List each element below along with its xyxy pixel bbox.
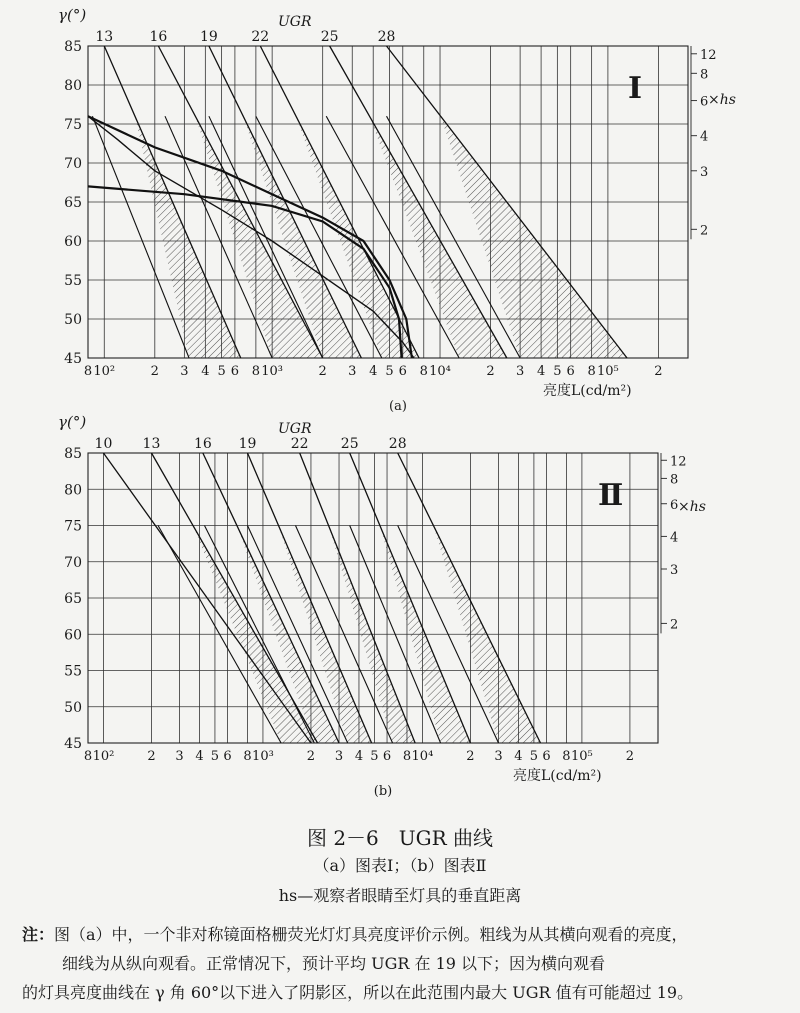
x-tick-8: 10³ bbox=[252, 749, 274, 764]
x-tick-18: 4 bbox=[536, 364, 546, 379]
y-tick-55: 55 bbox=[64, 663, 82, 680]
x-tick-12: 5 bbox=[370, 749, 379, 764]
x-tick-18: 4 bbox=[514, 749, 523, 764]
ugr-label-19: 19 bbox=[199, 29, 218, 45]
x-tick-7: 8 bbox=[251, 364, 261, 379]
note-label: 注： bbox=[22, 925, 55, 944]
x-tick-16: 2 bbox=[466, 749, 475, 764]
y-tick-80: 80 bbox=[64, 482, 82, 499]
ugr-label-25: 25 bbox=[340, 436, 359, 452]
x-tick-1: 10² bbox=[92, 749, 115, 764]
y-tick-75: 75 bbox=[64, 518, 82, 535]
x-tick-4: 4 bbox=[201, 364, 210, 379]
x-tick-17: 3 bbox=[494, 749, 503, 764]
figure-title: 图 2－6 UGR 曲线 bbox=[306, 826, 494, 850]
ugr-label-25: 25 bbox=[320, 29, 339, 45]
hs-label: ×hs bbox=[678, 499, 706, 515]
x-tick-13: 6 bbox=[382, 749, 392, 764]
ugr-label-19: 19 bbox=[238, 436, 257, 452]
hs-tick-4: 4 bbox=[700, 129, 709, 145]
y-axis-label: γ(°) bbox=[58, 6, 87, 24]
figure-subtitle: （a）图表Ⅰ；（b）图表Ⅱ bbox=[313, 856, 487, 875]
x-tick-22: 10⁵ bbox=[597, 364, 619, 379]
panel-label: (a) bbox=[389, 399, 407, 414]
ugr-label-10: 10 bbox=[94, 436, 113, 452]
y-tick-65: 65 bbox=[64, 195, 82, 211]
ugr-label-16: 16 bbox=[193, 436, 212, 452]
y-tick-85: 85 bbox=[64, 39, 82, 55]
x-tick-22: 10⁵ bbox=[571, 749, 593, 764]
x-tick-13: 6 bbox=[398, 364, 407, 379]
y-axis-label: γ(°) bbox=[58, 413, 87, 431]
hs-tick-12: 12 bbox=[670, 454, 687, 470]
y-tick-55: 55 bbox=[64, 273, 82, 289]
x-axis-label: 亮度L(cd/m²) bbox=[543, 383, 632, 399]
x-tick-14: 8 bbox=[402, 749, 412, 764]
hs-tick-2: 2 bbox=[670, 617, 679, 633]
hs-tick-3: 3 bbox=[670, 563, 679, 578]
y-tick-45: 45 bbox=[64, 351, 82, 367]
hs-tick-8: 8 bbox=[670, 472, 679, 488]
x-tick-3: 3 bbox=[180, 364, 189, 379]
y-tick-80: 80 bbox=[64, 78, 82, 94]
x-tick-0: 8 bbox=[83, 749, 93, 764]
ugr-label-28: 28 bbox=[377, 29, 396, 45]
y-tick-65: 65 bbox=[64, 591, 82, 607]
hs-tick-4: 4 bbox=[670, 530, 679, 546]
ugr-label-13: 13 bbox=[142, 436, 161, 452]
x-tick-15: 10⁴ bbox=[411, 749, 434, 764]
x-tick-9: 2 bbox=[318, 364, 327, 379]
x-tick-19: 5 bbox=[529, 749, 539, 764]
x-tick-8: 10³ bbox=[261, 364, 284, 379]
chart-tag: Ⅱ bbox=[598, 478, 624, 513]
y-tick-70: 70 bbox=[64, 156, 82, 172]
ugr-axis-label: UGR bbox=[278, 14, 312, 30]
y-tick-85: 85 bbox=[64, 446, 82, 462]
ugr-axis-label: UGR bbox=[278, 421, 312, 437]
x-tick-6: 6 bbox=[230, 364, 240, 379]
x-tick-10: 3 bbox=[348, 364, 357, 379]
y-tick-75: 75 bbox=[64, 117, 82, 133]
note-line-2: 细线为从纵向观看。正常情况下，预计平均 UGR 在 19 以下；因为横向观看 bbox=[62, 954, 606, 973]
y-tick-70: 70 bbox=[64, 554, 82, 571]
x-tick-23: 2 bbox=[625, 749, 635, 764]
chart-b bbox=[58, 413, 706, 799]
x-tick-2: 2 bbox=[150, 364, 159, 379]
x-tick-4: 4 bbox=[195, 749, 204, 764]
x-tick-16: 2 bbox=[486, 364, 495, 379]
x-tick-11: 4 bbox=[354, 749, 364, 764]
ugr-label-22: 22 bbox=[251, 29, 270, 45]
x-tick-20: 6 bbox=[566, 364, 575, 379]
ugr-label-16: 16 bbox=[149, 29, 168, 45]
x-tick-21: 8 bbox=[587, 364, 596, 379]
x-tick-23: 2 bbox=[654, 364, 663, 379]
panel-label: (b) bbox=[373, 784, 393, 799]
note-block bbox=[22, 920, 792, 1007]
hs-tick-8: 8 bbox=[700, 67, 709, 83]
hs-tick-6: 6 bbox=[670, 497, 679, 513]
x-tick-20: 6 bbox=[542, 749, 551, 764]
x-tick-12: 5 bbox=[385, 364, 394, 379]
y-tick-50: 50 bbox=[64, 312, 82, 328]
x-tick-21: 8 bbox=[562, 749, 571, 764]
hs-label: ×hs bbox=[708, 92, 736, 108]
ugr-label-13: 13 bbox=[95, 29, 114, 45]
x-tick-2: 2 bbox=[147, 749, 156, 764]
x-tick-10: 3 bbox=[334, 749, 344, 764]
x-tick-15: 10⁴ bbox=[429, 364, 451, 379]
y-tick-50: 50 bbox=[64, 699, 82, 716]
x-tick-1: 10² bbox=[93, 364, 116, 379]
note-line-1: 注：图（a）中，一个非对称镜面格栅荧光灯灯具亮度评价示例。粗线为从其横向观看的亮度， bbox=[22, 925, 688, 944]
x-tick-17: 3 bbox=[515, 364, 525, 379]
ugr-label-22: 22 bbox=[290, 436, 309, 452]
x-axis-label: 亮度L(cd/m²) bbox=[513, 768, 602, 784]
hs-tick-2: 2 bbox=[700, 223, 709, 239]
x-tick-9: 2 bbox=[306, 749, 316, 764]
chart-a bbox=[58, 6, 736, 414]
hs-tick-12: 12 bbox=[700, 47, 717, 63]
x-tick-6: 6 bbox=[223, 749, 232, 764]
x-tick-19: 5 bbox=[553, 364, 562, 379]
chart-tag: Ⅰ bbox=[628, 71, 643, 106]
x-tick-7: 8 bbox=[243, 749, 252, 764]
ugr-label-28: 28 bbox=[388, 436, 407, 452]
x-tick-5: 5 bbox=[210, 749, 220, 764]
note-line-3: 的灯具亮度曲线在 γ 角 60°以下进入了阴影区，所以在此范围内最大 UGR 值有可能超过 19。 bbox=[22, 983, 694, 1002]
hs-tick-6: 6 bbox=[700, 94, 709, 110]
y-tick-45: 45 bbox=[64, 736, 82, 752]
y-tick-60: 60 bbox=[64, 234, 82, 250]
y-tick-60: 60 bbox=[64, 627, 82, 644]
x-tick-3: 3 bbox=[175, 749, 184, 764]
hs-tick-3: 3 bbox=[700, 164, 709, 180]
hs-definition: hs—观察者眼睛至灯具的垂直距离 bbox=[278, 886, 522, 905]
x-tick-11: 4 bbox=[369, 364, 378, 379]
x-tick-14: 8 bbox=[419, 364, 428, 379]
x-tick-0: 8 bbox=[83, 364, 93, 379]
x-tick-5: 5 bbox=[217, 364, 226, 379]
